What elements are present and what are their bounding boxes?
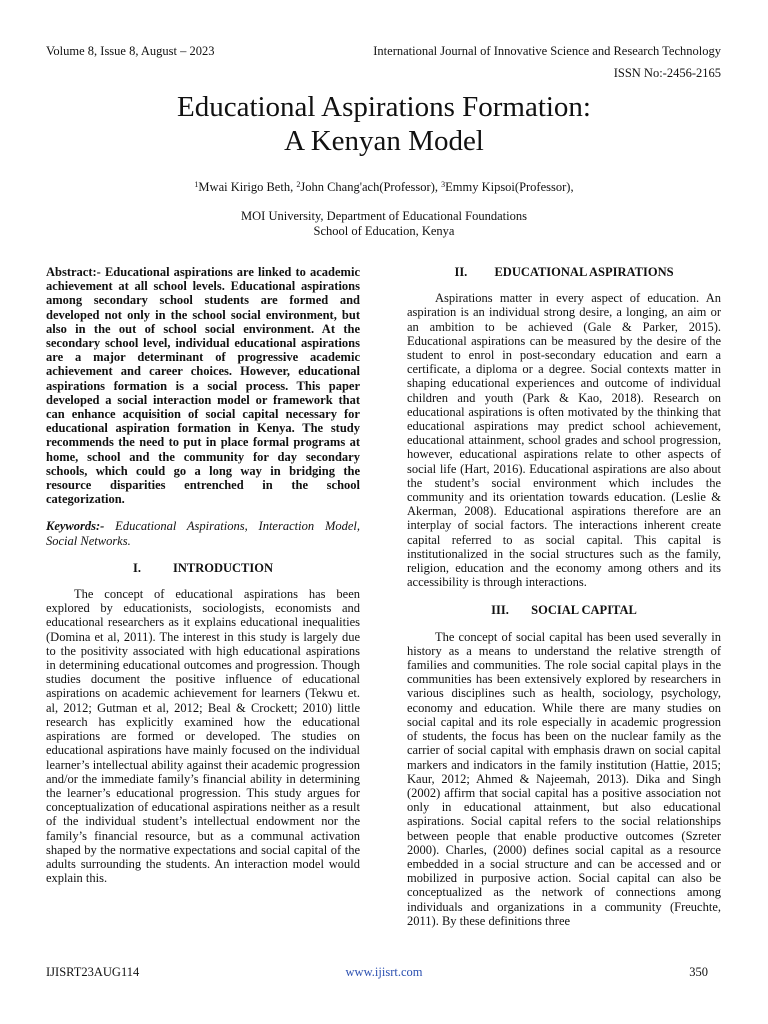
abstract bbox=[46, 265, 360, 506]
author-2: John Chang'ach(Professor), bbox=[300, 180, 442, 194]
keywords-label: Keywords:- bbox=[46, 519, 105, 534]
journal-url-link[interactable]: www.ijisrt.com bbox=[345, 965, 423, 979]
section-heading-introduction bbox=[46, 561, 360, 575]
section-title: EDUCATIONAL ASPIRATIONS bbox=[494, 265, 674, 279]
affiliation bbox=[0, 209, 768, 238]
section-number: II. bbox=[454, 265, 468, 279]
author-2-affil: 2 bbox=[296, 180, 301, 189]
article-code: IJISRT23AUG114 bbox=[46, 965, 140, 979]
affiliation-line-1: MOI University, Department of Educational Foundations bbox=[241, 209, 527, 223]
social-capital-paragraph: The concept of social capital has been used severally in history as a means to understand the relative strength of families and communities. The role social capital plays in the communities has been extensively explored by researchers in various disciplines such as health, sociology, psychology, economy and education. While there are many studies on social capital and its role especially in academic progression of students, the focus has been on the nuclear family as the carrier of social capital with emphasis drawn on social capital markers and indicators in the family institution (Hattie, 2015; Kaur, 2012; Ahmed & Najeemah, 2013). Dika and Singh (2002) affirm that social capital has a positive association not only in educational attainment, but also educational aspirations. Social capital refers to the social relationships between people that enable productive outcomes (Szreter 2000). Charles, (2000) defines social capital as a resource embedded in a social structure and can be accessed and or mobilized in purposive action. Social capital can also be conceptualized as the network of connections among individuals and organizations in a community (Freuchte, 2011). By these definitions three bbox=[407, 629, 721, 928]
abstract-label: Abstract:- bbox=[46, 265, 101, 279]
paper-title bbox=[0, 90, 768, 158]
author-3: Emmy Kipsoi(Professor), bbox=[445, 180, 574, 194]
aspirations-paragraph: Aspirations matter in every aspect of education. An aspiration is an individual strong desire, a longing, an aim or an ambition to be achieved (Gale & Parker, 2015). Educational aspirations can be measured by the desire of the student to enrol in post-secondary education and earn a certificate, a diploma or a degree. Social contexts matter in shaping educational experiences and outcome of individual children and youth (Park & Kao, 2018). Research on educational aspirations is often motivated by the thinking that educational aspirations may predict school achievement, educational attainment, school grades and school progression, however, educational aspirations relate to other aspects of social life (Hart, 2016). Educational aspirations are also about the student’s social environment which includes the community and its orientation towards education. (Leslie & Akerman, 2008). Educational aspirations therefore are an interplay of social factors. The interactions inherent create capital referred to as social capital. This capital is institutionalized in the social structures such as the family, religion, education and the economy among others and its accessibility is through interactions. bbox=[407, 291, 721, 590]
keywords bbox=[46, 519, 360, 547]
title-line-2: A Kenyan Model bbox=[284, 125, 484, 157]
section-heading-educational-aspirations bbox=[407, 265, 721, 279]
abstract-text: Educational aspirations are linked to academic achievement at all school levels. Educational aspirations among secondary school students are formed and developed not only in the school social environment, but also in the out of school social environment. At the secondary school level, individual educational aspirations are a major determinant of progressive academic achievement and career choices. However, educational aspirations formation is a social process. This paper developed a social interaction model or framework that can enhance acquisition of social capital necessary for educational aspiration formation in Kenya. The study recommends the need to put in place formal programs at home, school and the community for day secondary schools, which could go a long way in bridging the resource disparities entrenched in the school categorization. bbox=[46, 265, 360, 507]
right-column bbox=[407, 265, 721, 942]
keywords-text: Educational Aspirations, Interaction Model, Social Networks. bbox=[46, 519, 360, 548]
affiliation-line-2: School of Education, Kenya bbox=[313, 223, 455, 238]
author-1-affil: 1 bbox=[194, 180, 199, 189]
section-heading-social-capital bbox=[407, 603, 721, 617]
section-title: INTRODUCTION bbox=[172, 560, 273, 575]
page-number: 350 bbox=[689, 965, 708, 979]
issn: ISSN No:-2456-2165 bbox=[613, 66, 721, 80]
author-3-affil: 3 bbox=[441, 180, 446, 189]
section-number: I. bbox=[132, 560, 141, 575]
authors bbox=[0, 180, 768, 195]
journal-name: International Journal of Innovative Science and Research Technology bbox=[373, 44, 721, 58]
journal-volume: Volume 8, Issue 8, August – 2023 bbox=[46, 44, 215, 58]
author-1: Mwai Kirigo Beth, bbox=[198, 180, 297, 194]
title-line-1: Educational Aspirations Formation: bbox=[176, 91, 591, 123]
introduction-paragraph: The concept of educational aspirations has been explored by educationists, sociologists, economists and educational researchers as it explains educational inequalities (Domina et al, 2011). The interest in this study is largely due to the positivity associated with high educational aspirations in determining educational outcomes and progression. Though studies document the positive influence of educational aspirations on academic achievement for learners (Tekwu et. al, 2012; Gutman et al, 2012; Beal & Crockett; 2010) little research has explicitly examined how the educational aspirations are formed or developed. The studies on educational aspirations have mainly focused on the individual learner’s intellectual ability against their academic progression and/or the immediate family’s financial ability in determining the learner’s educational progression. This study argues for conceptualization of educational aspirations neither as a result of the individual student’s intellectual endowment nor the family’s financial resource, but as a communal activation shaped by the normative expectations and social capital of the adults surrounding the students. An interaction model would explain this. bbox=[46, 587, 360, 886]
left-column bbox=[46, 265, 360, 899]
section-number: III. bbox=[491, 603, 509, 618]
section-title: SOCIAL CAPITAL bbox=[531, 603, 637, 618]
